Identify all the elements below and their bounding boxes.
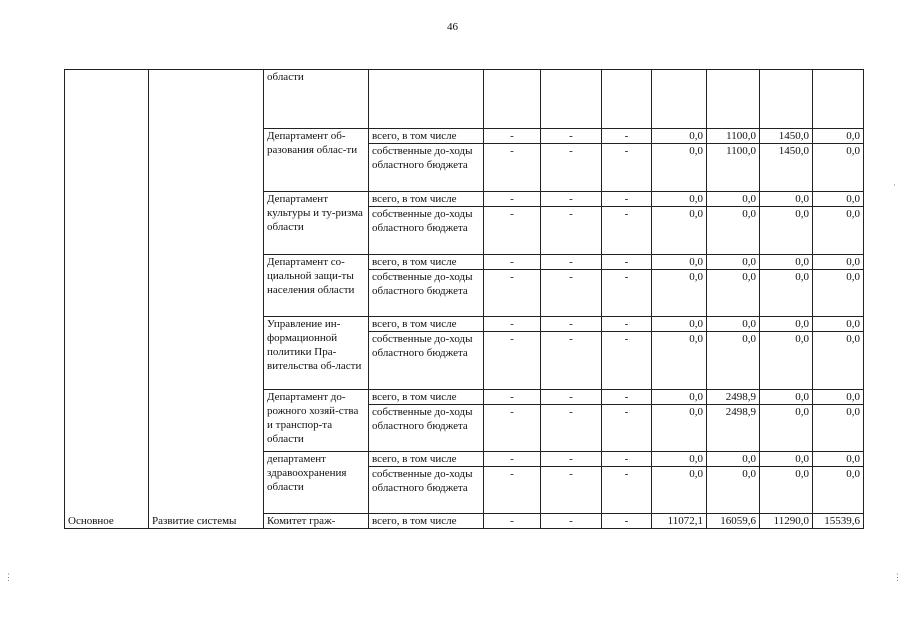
row-label-cell: всего, в том числе xyxy=(369,192,484,207)
value-cell: 0,0 xyxy=(707,452,760,467)
value-cell: - xyxy=(484,405,541,452)
value-cell: 0,0 xyxy=(652,270,707,317)
table-cell xyxy=(65,144,149,192)
value-cell: 0,0 xyxy=(760,207,813,255)
value-cell: 0,0 xyxy=(652,467,707,514)
value-cell: 0,0 xyxy=(813,405,864,452)
table-cell xyxy=(149,129,264,144)
table-row xyxy=(65,452,864,467)
value-cell: 0,0 xyxy=(813,452,864,467)
value-cell: - xyxy=(541,390,602,405)
department-name-cell: департамент здравоохранения области xyxy=(264,452,369,514)
table-cell xyxy=(65,332,149,390)
value-cell: 0,0 xyxy=(813,332,864,390)
row-label-cell: всего, в том числе xyxy=(369,390,484,405)
value-cell: 0,0 xyxy=(707,270,760,317)
table-cell xyxy=(813,70,864,129)
row-label-cell: всего, в том числе xyxy=(369,129,484,144)
value-cell: - xyxy=(541,467,602,514)
value-cell: 16059,6 xyxy=(707,514,760,529)
value-cell: - xyxy=(602,144,652,192)
value-cell: 0,0 xyxy=(707,255,760,270)
value-cell: 15539,6 xyxy=(813,514,864,529)
value-cell: - xyxy=(602,452,652,467)
table-cell xyxy=(149,70,264,129)
value-cell: 0,0 xyxy=(813,270,864,317)
value-cell: 0,0 xyxy=(760,452,813,467)
value-cell: - xyxy=(602,390,652,405)
department-name-cell: Департамент об-разования облас-ти xyxy=(264,129,369,192)
table-row xyxy=(65,514,864,529)
value-cell: - xyxy=(602,192,652,207)
department-name-cell: Департамент до-рожного хозяй-ства и транспор-та области xyxy=(264,390,369,452)
table-cell xyxy=(65,207,149,255)
page-number: 46 xyxy=(447,21,458,33)
table-cell xyxy=(149,192,264,207)
event-name-cell: Развитие системы xyxy=(149,514,264,529)
value-cell: 0,0 xyxy=(652,255,707,270)
value-cell: - xyxy=(484,144,541,192)
table-cell xyxy=(65,317,149,332)
table-cell xyxy=(65,255,149,270)
budget-table xyxy=(64,69,864,529)
value-cell: 11290,0 xyxy=(760,514,813,529)
value-cell: 0,0 xyxy=(760,332,813,390)
value-cell: - xyxy=(484,390,541,405)
table-cell xyxy=(602,70,652,129)
table-row xyxy=(65,70,864,129)
value-cell: - xyxy=(602,255,652,270)
value-cell: 0,0 xyxy=(813,467,864,514)
row-label-cell: всего, в том числе xyxy=(369,452,484,467)
value-cell: 0,0 xyxy=(813,129,864,144)
value-cell: 0,0 xyxy=(707,467,760,514)
value-cell: - xyxy=(541,514,602,529)
value-cell: - xyxy=(484,129,541,144)
table-cell xyxy=(65,270,149,317)
value-cell: 0,0 xyxy=(813,255,864,270)
table-row xyxy=(65,207,864,255)
value-cell: 0,0 xyxy=(760,317,813,332)
table-row xyxy=(65,467,864,514)
value-cell: - xyxy=(484,270,541,317)
value-cell: 0,0 xyxy=(652,452,707,467)
table-cell xyxy=(707,70,760,129)
edge-dot: · xyxy=(893,180,896,190)
value-cell: 0,0 xyxy=(707,317,760,332)
table-row xyxy=(65,129,864,144)
value-cell: 0,0 xyxy=(707,332,760,390)
value-cell: - xyxy=(484,317,541,332)
value-cell: 0,0 xyxy=(652,390,707,405)
value-cell: - xyxy=(541,207,602,255)
value-cell: - xyxy=(602,207,652,255)
org-name-cell: области xyxy=(264,70,369,129)
department-name-cell: Управление ин-формационной политики Пра-вительства об-ласти xyxy=(264,317,369,390)
value-cell: 0,0 xyxy=(707,207,760,255)
department-name-cell: Департамент культуры и ту-ризма области xyxy=(264,192,369,255)
table-cell xyxy=(652,70,707,129)
table-cell xyxy=(149,332,264,390)
value-cell: - xyxy=(602,332,652,390)
value-cell: - xyxy=(541,255,602,270)
table-cell xyxy=(541,70,602,129)
value-cell: 0,0 xyxy=(652,192,707,207)
value-cell: 1450,0 xyxy=(760,129,813,144)
value-cell: - xyxy=(484,467,541,514)
value-cell: 0,0 xyxy=(760,255,813,270)
value-cell: - xyxy=(541,317,602,332)
value-cell: 0,0 xyxy=(652,207,707,255)
table-row xyxy=(65,390,864,405)
row-label-cell: всего, в том числе xyxy=(369,255,484,270)
row-label-cell: собственные до-ходы областного бюджета xyxy=(369,270,484,317)
value-cell: 1100,0 xyxy=(707,144,760,192)
value-cell: 0,0 xyxy=(652,405,707,452)
table-cell xyxy=(65,129,149,144)
table-row xyxy=(65,332,864,390)
value-cell: 1450,0 xyxy=(760,144,813,192)
row-label-cell: собственные до-ходы областного бюджета xyxy=(369,332,484,390)
value-cell: - xyxy=(541,129,602,144)
row-label-cell: всего, в том числе xyxy=(369,514,484,529)
table-cell xyxy=(65,452,149,467)
table-cell xyxy=(760,70,813,129)
table-row xyxy=(65,255,864,270)
value-cell: - xyxy=(484,452,541,467)
value-cell: - xyxy=(484,207,541,255)
row-label-cell: собственные до-ходы областного бюджета xyxy=(369,405,484,452)
event-type-cell: Основное xyxy=(65,514,149,529)
value-cell: - xyxy=(541,405,602,452)
value-cell: 0,0 xyxy=(813,192,864,207)
value-cell: - xyxy=(484,255,541,270)
table-row xyxy=(65,270,864,317)
table-cell xyxy=(149,317,264,332)
table-cell xyxy=(149,207,264,255)
value-cell: - xyxy=(484,514,541,529)
value-cell: 0,0 xyxy=(760,405,813,452)
value-cell: 0,0 xyxy=(813,317,864,332)
table-row xyxy=(65,144,864,192)
value-cell: 2498,9 xyxy=(707,405,760,452)
row-label-cell: всего, в том числе xyxy=(369,317,484,332)
row-label-cell: собственные до-ходы областного бюджета xyxy=(369,144,484,192)
table-row xyxy=(65,317,864,332)
value-cell: - xyxy=(602,405,652,452)
value-cell: 0,0 xyxy=(652,332,707,390)
value-cell: - xyxy=(541,144,602,192)
value-cell: 0,0 xyxy=(760,270,813,317)
value-cell: 0,0 xyxy=(652,317,707,332)
edge-dots: ⋮ xyxy=(893,572,902,582)
value-cell: - xyxy=(602,514,652,529)
value-cell: - xyxy=(541,452,602,467)
department-name-cell: Комитет граж- xyxy=(264,514,369,529)
table-row xyxy=(65,405,864,452)
value-cell: - xyxy=(541,270,602,317)
value-cell: 0,0 xyxy=(707,192,760,207)
value-cell: 0,0 xyxy=(813,144,864,192)
department-name-cell: Департамент со-циальной защи-ты населения области xyxy=(264,255,369,317)
table-cell xyxy=(65,70,149,129)
table-cell xyxy=(149,144,264,192)
table-cell xyxy=(149,452,264,467)
table-cell xyxy=(149,270,264,317)
value-cell: - xyxy=(602,129,652,144)
table-cell xyxy=(149,405,264,452)
value-cell: 0,0 xyxy=(760,192,813,207)
table-cell xyxy=(149,255,264,270)
value-cell: - xyxy=(484,332,541,390)
row-label-cell: собственные до-ходы областного бюджета xyxy=(369,207,484,255)
row-label-cell: собственные до-ходы областного бюджета xyxy=(369,467,484,514)
value-cell: - xyxy=(541,332,602,390)
value-cell: - xyxy=(541,192,602,207)
value-cell: 2498,9 xyxy=(707,390,760,405)
value-cell: 0,0 xyxy=(652,144,707,192)
value-cell: - xyxy=(602,467,652,514)
value-cell: 0,0 xyxy=(652,129,707,144)
table-cell xyxy=(65,192,149,207)
value-cell: - xyxy=(484,192,541,207)
edge-dots: ⋮ xyxy=(4,572,13,582)
table-cell xyxy=(149,467,264,514)
table-cell xyxy=(369,70,484,129)
value-cell: 0,0 xyxy=(760,467,813,514)
value-cell: 11072,1 xyxy=(652,514,707,529)
table-cell xyxy=(65,467,149,514)
value-cell: - xyxy=(602,270,652,317)
value-cell: 0,0 xyxy=(760,390,813,405)
value-cell: 0,0 xyxy=(813,207,864,255)
table-cell xyxy=(65,405,149,452)
table-cell xyxy=(484,70,541,129)
table-cell xyxy=(149,390,264,405)
value-cell: 0,0 xyxy=(813,390,864,405)
table-row xyxy=(65,192,864,207)
value-cell: 1100,0 xyxy=(707,129,760,144)
value-cell: - xyxy=(602,317,652,332)
table-cell xyxy=(65,390,149,405)
